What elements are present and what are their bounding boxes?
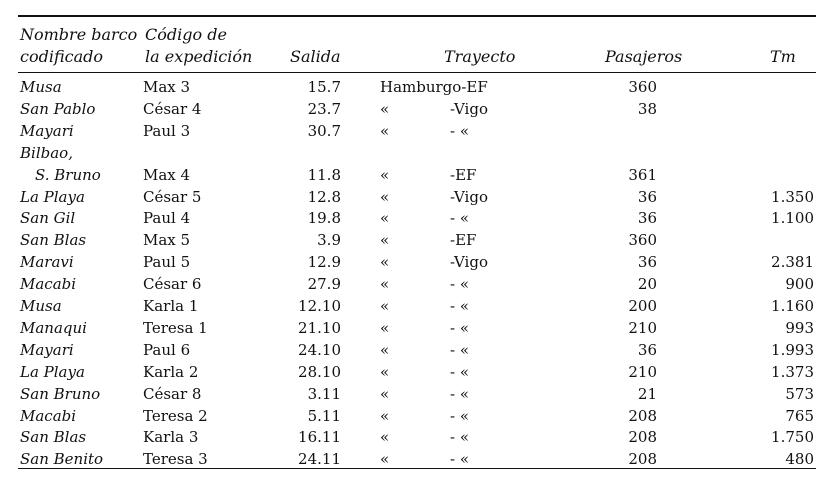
table-row [0,142,830,164]
pasajeros-cell: 38 [637,99,657,118]
table-row [0,76,830,98]
ship-name: San Benito [20,450,104,469]
trayecto-destination: - « [450,340,470,359]
salida-cell: 12.9 [307,253,341,272]
trayecto-origin: « [380,297,390,315]
trayecto-destination: - « [450,297,470,315]
salida-cell: 11.8 [307,165,341,184]
trayecto-origin: « [380,121,390,140]
ship-name: Macabi [20,406,77,425]
expedition-code: Paul 3 [143,121,191,140]
tm-cell: 1.350 [771,187,814,206]
table-row [0,229,830,251]
trayecto-origin: « [380,428,390,447]
salida-cell: 21.10 [298,318,341,337]
ship-name: S. Bruno [35,165,101,184]
pasajeros-cell: 208 [628,450,657,469]
ship-name: San Gil [20,209,76,228]
expedition-code: César 5 [143,187,202,206]
pasajeros-cell: 36 [637,209,657,228]
salida-cell: 3.9 [317,231,341,250]
ship-name: San Pablo [20,99,96,118]
expedition-code: Max 4 [143,165,191,184]
salida-cell: 12.10 [298,297,341,315]
trayecto-origin: « [380,99,390,118]
expedition-code: Teresa 2 [143,406,208,425]
expedition-code: César 8 [143,384,202,403]
trayecto-destination: -Vigo [450,253,488,272]
pasajeros-cell: 20 [637,275,657,294]
ship-name: Mayari [20,340,74,359]
salida-cell: 24.10 [298,340,341,359]
table-row [0,251,830,273]
trayecto-origin: « [380,318,390,337]
table-row [0,295,830,317]
trayecto-origin: « [380,253,390,272]
pasajeros-cell: 36 [637,340,657,359]
salida-cell: 15.7 [307,78,341,96]
tm-cell: 900 [785,275,814,294]
pasajeros-cell: 361 [628,165,657,184]
expedition-code: Karla 1 [143,297,199,315]
expedition-code: Max 5 [143,231,191,250]
tm-cell: 2.381 [771,253,814,272]
trayecto-origin: « [380,187,390,206]
header-salida: Salida [290,47,341,66]
tm-cell: 573 [785,384,814,403]
pasajeros-cell: 36 [637,253,657,272]
pasajeros-cell: 360 [628,231,657,250]
expedition-code: Paul 4 [143,209,191,228]
salida-cell: 19.8 [307,209,341,228]
expedition-code: Teresa 1 [143,318,208,337]
table-row [0,186,830,208]
trayecto-destination: - « [450,406,470,425]
header-rule [18,72,816,73]
header-codigo-expedicion [145,24,252,68]
table-row [0,405,830,427]
table-row [0,361,830,383]
trayecto-destination: -Vigo [450,187,488,206]
expedition-code: César 4 [143,99,202,118]
pasajeros-cell: 210 [628,362,657,381]
ship-name: San Blas [20,231,87,250]
pasajeros-cell: 200 [628,297,657,315]
ship-name: La Playa [20,362,85,381]
trayecto-origin: « [380,384,390,403]
salida-cell: 23.7 [307,99,341,118]
header-tm: Tm [770,47,796,66]
table-row [0,426,830,448]
table-row [0,98,830,120]
table-row [0,448,830,470]
ship-name: Musa [20,78,62,96]
table-bottom-rule [18,468,816,469]
tm-cell: 1.160 [771,297,814,315]
table-row [0,207,830,229]
ship-name: La Playa [20,187,85,206]
ship-name: Manaqui [20,318,87,337]
trayecto-origin: « [380,231,390,250]
trayecto-origin: « [380,275,390,294]
trayecto-destination: -EF [450,231,477,250]
trayecto-origin: « [380,406,390,425]
ship-name: San Blas [20,428,87,447]
salida-cell: 24.11 [298,450,341,469]
trayecto-origin: « [380,340,390,359]
trayecto-destination: -EF [450,165,477,184]
header-pasajeros: Pasajeros [605,47,683,66]
ship-name: San Bruno [20,384,101,403]
trayecto-origin: Hamburgo-EF [380,78,488,96]
trayecto-destination: - « [450,450,470,469]
salida-cell: 28.10 [298,362,341,381]
trayecto-origin: « [380,165,390,184]
tm-cell: 1.373 [771,362,814,381]
trayecto-origin: « [380,450,390,469]
table-row [0,339,830,361]
trayecto-destination: -Vigo [450,99,488,118]
table-row [0,383,830,405]
tm-cell: 1.750 [771,428,814,447]
table-top-rule [18,15,816,17]
ship-name: Bilbao, [20,143,73,162]
salida-cell: 5.11 [307,406,341,425]
table-row [0,317,830,339]
ship-name: Musa [20,297,62,315]
trayecto-origin: « [380,362,390,381]
expedition-code: Paul 5 [143,253,191,272]
trayecto-destination: - « [450,121,470,140]
trayecto-destination: - « [450,318,470,337]
trayecto-destination: - « [450,428,470,447]
trayecto-destination: - « [450,384,470,403]
salida-cell: 27.9 [307,275,341,294]
tm-cell: 1.993 [771,340,814,359]
expedition-code: Paul 6 [143,340,191,359]
trayecto-origin: « [380,209,390,228]
table-row [0,273,830,295]
tm-cell: 480 [785,450,814,469]
ship-name: Macabi [20,275,77,294]
ship-name: Maravi [20,253,74,272]
pasajeros-cell: 21 [637,384,657,403]
expedition-code: César 6 [143,275,202,294]
pasajeros-cell: 210 [628,318,657,337]
header-nombre-line1: Nombre barco [20,25,138,44]
header-nombre-line2: codificado [20,47,103,66]
tm-cell: 765 [785,406,814,425]
ship-name: Mayari [20,121,74,140]
tm-cell: 993 [785,318,814,337]
trayecto-destination: - « [450,362,470,381]
table-row [0,120,830,142]
salida-cell: 3.11 [307,384,341,403]
expedition-code: Teresa 3 [143,450,208,469]
salida-cell: 30.7 [307,121,341,140]
expedition-code: Max 3 [143,78,191,96]
pasajeros-cell: 208 [628,428,657,447]
salida-cell: 16.11 [298,428,341,447]
trayecto-destination: - « [450,209,470,228]
expedition-code: Karla 2 [143,362,199,381]
tm-cell: 1.100 [771,209,814,228]
expedition-code: Karla 3 [143,428,199,447]
header-codigo-line2: la expedición [145,47,253,66]
header-trayecto: Trayecto [444,47,516,66]
table-row [0,164,830,186]
pasajeros-cell: 36 [637,187,657,206]
pasajeros-cell: 360 [628,78,657,96]
salida-cell: 12.8 [307,187,341,206]
trayecto-destination: - « [450,275,470,294]
header-codigo-line1: Código de [145,25,227,44]
header-nombre-barco [20,24,137,68]
pasajeros-cell: 208 [628,406,657,425]
